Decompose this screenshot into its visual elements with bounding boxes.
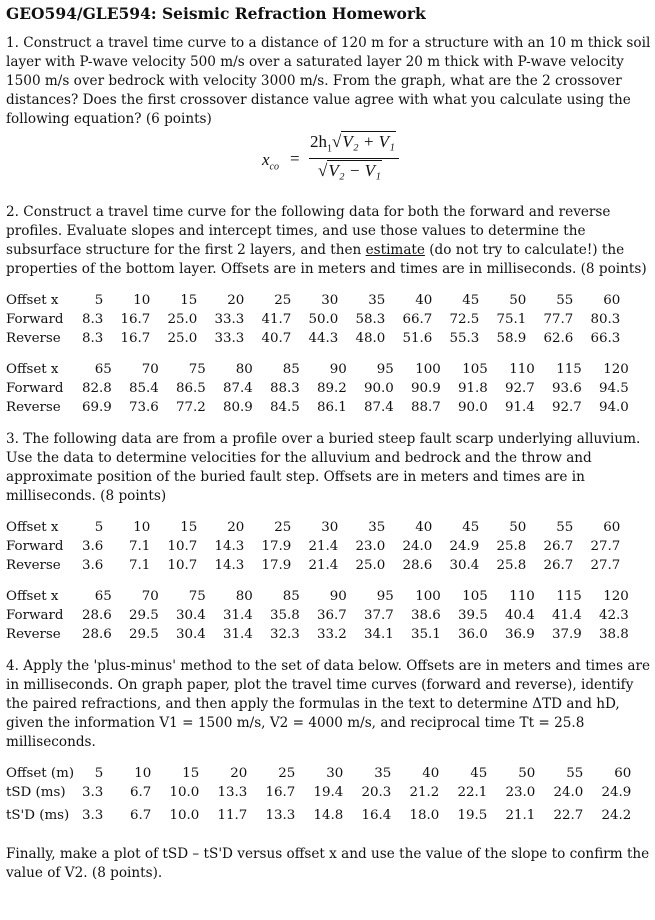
table-cell: 23.0 xyxy=(505,785,536,800)
table-cell: 30.4 xyxy=(176,608,206,623)
table-cell: 23.0 xyxy=(355,539,386,554)
table-cell: 14.8 xyxy=(313,808,344,823)
table-cell: 55 xyxy=(566,766,584,781)
table-cell: 25.0 xyxy=(355,558,386,573)
table-cell: 90 xyxy=(329,362,347,377)
table-cell: 32.3 xyxy=(270,627,300,642)
table-cell: 7.1 xyxy=(129,539,151,554)
table-cell: 88.7 xyxy=(411,400,441,415)
table-cell: 25 xyxy=(274,293,292,308)
table-cell: 29.5 xyxy=(129,627,159,642)
table-cell: 77.2 xyxy=(176,400,206,415)
q2-table-2 xyxy=(6,360,629,417)
homework-page xyxy=(6,4,651,883)
table-cell: 33.3 xyxy=(214,312,245,327)
row-label: Offset x xyxy=(6,520,59,535)
table-cell: 90 xyxy=(329,589,347,604)
table-cell: 66.3 xyxy=(590,331,621,346)
table-cell: 40.4 xyxy=(505,608,535,623)
table-cell: 70 xyxy=(141,589,159,604)
table-cell: 45 xyxy=(462,520,480,535)
table-cell: 35.8 xyxy=(270,608,300,623)
table-cell: 17.9 xyxy=(261,558,292,573)
table-cell: 19.5 xyxy=(457,808,488,823)
table-cell: 51.6 xyxy=(402,331,433,346)
table-cell: 120 xyxy=(603,589,629,604)
table-cell: 31.4 xyxy=(223,608,253,623)
table-cell: 36.9 xyxy=(505,627,535,642)
table-cell: 3.6 xyxy=(82,539,104,554)
table-cell: 85 xyxy=(282,589,300,604)
row-label: Reverse xyxy=(6,331,61,346)
table-row-reverse xyxy=(6,625,629,644)
table-cell: 30 xyxy=(321,520,339,535)
table-cell: 20.3 xyxy=(361,785,392,800)
table-cell: 37.9 xyxy=(552,627,582,642)
table-cell: 25.0 xyxy=(167,312,198,327)
row-label: tS'D (ms) xyxy=(6,808,70,823)
table-cell: 45 xyxy=(462,293,480,308)
question-3-text: 3. The following data are from a profile over a buried steep fault scarp underlying alluvium. Use the data to determine velocities for the alluvium and bedrock and the throw and approximate position of the buried fault step. Offsets are in meters and times are in milliseconds. (8 points) xyxy=(6,431,641,504)
q2-text-emphasis: estimate xyxy=(365,242,425,258)
table-cell: 91.8 xyxy=(458,381,488,396)
crossover-formula xyxy=(6,131,651,189)
table-cell: 75 xyxy=(188,589,206,604)
table-cell: 94.5 xyxy=(599,381,629,396)
table-cell: 38.8 xyxy=(599,627,629,642)
table-cell: 10.7 xyxy=(167,558,198,573)
table-cell: 42.3 xyxy=(599,608,629,623)
table-cell: 80.3 xyxy=(590,312,621,327)
table-cell: 22.1 xyxy=(457,785,488,800)
table-cell: 3.3 xyxy=(82,785,104,800)
table-cell: 95 xyxy=(376,589,394,604)
table-cell: 18.0 xyxy=(409,808,440,823)
row-label: Offset x xyxy=(6,362,59,377)
table-cell: 19.4 xyxy=(313,785,344,800)
table-cell: 15 xyxy=(180,293,198,308)
table-cell: 13.3 xyxy=(265,808,296,823)
table-cell: 115 xyxy=(556,589,582,604)
table-cell: 21.1 xyxy=(505,808,536,823)
final-instruction: Finally, make a plot of tSD – tS'D versus offset x and use the value of the slope to confirm the value of V2. (8 points). xyxy=(6,846,650,881)
table-cell: 33.2 xyxy=(317,627,347,642)
table-cell: 90.0 xyxy=(364,381,394,396)
table-cell: 25 xyxy=(278,766,296,781)
table-cell: 30.4 xyxy=(176,627,206,642)
table-cell: 62.6 xyxy=(543,331,574,346)
question-1-text: 1. Construct a travel time curve to a distance of 120 m for a structure with an 10 m thick soil layer with P-wave velocity 500 m/s over a saturated layer 20 m thick with P-wave velocity 1500 m/s over bedrock with velocity 3000 m/s. From the graph, what are the 2 crossover distances? Does the first crossover distance value agree with what you calculate using the following equation? (6 points) xyxy=(6,35,651,127)
table-cell: 31.4 xyxy=(223,627,253,642)
table-cell: 60 xyxy=(614,766,632,781)
table-cell: 90.0 xyxy=(458,400,488,415)
table-cell: 24.9 xyxy=(449,539,480,554)
table-cell: 27.7 xyxy=(590,539,621,554)
table-cell: 92.7 xyxy=(552,400,582,415)
table-cell: 28.6 xyxy=(82,627,112,642)
table-cell: 65 xyxy=(94,362,112,377)
table-cell: 105 xyxy=(462,589,488,604)
table-cell: 38.6 xyxy=(411,608,441,623)
formula-lhs xyxy=(262,150,279,176)
table-cell: 95 xyxy=(376,362,394,377)
table-row-offset xyxy=(6,764,631,783)
table-cell: 13.3 xyxy=(217,785,248,800)
table-cell: 28.6 xyxy=(402,558,433,573)
table-row-offset xyxy=(6,291,620,310)
table-cell: 3.6 xyxy=(82,558,104,573)
table-cell: 55.3 xyxy=(449,331,480,346)
table-cell: 10.0 xyxy=(169,785,200,800)
table-cell: 50 xyxy=(518,766,536,781)
table-cell: 73.6 xyxy=(129,400,159,415)
table-cell: 87.4 xyxy=(223,381,253,396)
row-label: Forward xyxy=(6,312,64,327)
table-row-forward xyxy=(6,537,620,556)
table-cell: 110 xyxy=(509,589,535,604)
table-cell: 40.7 xyxy=(261,331,292,346)
q3-table-2 xyxy=(6,587,629,644)
table-cell: 120 xyxy=(603,362,629,377)
table-cell: 55 xyxy=(556,293,574,308)
table-cell: 6.7 xyxy=(130,808,152,823)
table-cell: 60 xyxy=(603,293,621,308)
table-cell: 25.8 xyxy=(496,558,527,573)
table-cell: 80 xyxy=(235,589,253,604)
table-cell: 26.7 xyxy=(543,558,574,573)
table-cell: 16.4 xyxy=(361,808,392,823)
table-cell: 22.7 xyxy=(553,808,584,823)
table-cell: 24.0 xyxy=(553,785,584,800)
table-cell: 21.2 xyxy=(409,785,440,800)
table-cell: 10.7 xyxy=(167,539,198,554)
table-row-forward xyxy=(6,606,629,625)
table-cell: 60 xyxy=(603,520,621,535)
table-cell: 3.3 xyxy=(82,808,104,823)
table-cell: 93.6 xyxy=(552,381,582,396)
table-cell: 35 xyxy=(368,520,386,535)
table-cell: 115 xyxy=(556,362,582,377)
row-label: Reverse xyxy=(6,627,61,642)
q3-table-1 xyxy=(6,518,620,575)
formula-numerator: $2h_1√V_2 + V_1$ xyxy=(310,132,395,155)
table-row-reverse xyxy=(6,329,620,348)
table-cell: 88.3 xyxy=(270,381,300,396)
table-cell: 21.4 xyxy=(308,539,339,554)
table-cell: 39.5 xyxy=(458,608,488,623)
table-cell: 26.7 xyxy=(543,539,574,554)
formula-fraction-bar xyxy=(309,158,399,159)
formula-denominator: √V₂ − V₁ xyxy=(318,161,381,180)
table-cell: 30 xyxy=(326,766,344,781)
table-cell: 94.0 xyxy=(599,400,629,415)
table-cell: 80.9 xyxy=(223,400,253,415)
table-cell: 75 xyxy=(188,362,206,377)
row-label: Offset x xyxy=(6,589,59,604)
q2-text-b: (do not try to calculate!) the properties of the bottom layer. Offsets are in meters and times are in milliseconds. (8 points) xyxy=(6,242,647,277)
table-row-offset xyxy=(6,518,620,537)
table-cell: 35.1 xyxy=(411,627,441,642)
row-label: Forward xyxy=(6,608,64,623)
row-label: Reverse xyxy=(6,558,61,573)
table-cell: 14.3 xyxy=(214,558,245,573)
table-cell: 7.1 xyxy=(129,558,151,573)
table-row-forward xyxy=(6,310,620,329)
table-cell: 40 xyxy=(415,520,433,535)
table-cell: 10 xyxy=(133,293,151,308)
table-cell: 41.4 xyxy=(552,608,582,623)
table-cell: 69.9 xyxy=(82,400,112,415)
table-cell: 48.0 xyxy=(355,331,386,346)
table-cell: 41.7 xyxy=(261,312,292,327)
table-cell: 44.3 xyxy=(308,331,339,346)
table-cell: 37.7 xyxy=(364,608,394,623)
q4-table xyxy=(6,764,631,829)
table-row-reverse xyxy=(6,398,629,417)
table-cell: 5 xyxy=(94,520,104,535)
table-cell: 17.9 xyxy=(261,539,292,554)
table-cell: 28.6 xyxy=(82,608,112,623)
table-cell: 25.8 xyxy=(496,539,527,554)
formula-coef-text: 2h xyxy=(310,132,327,151)
table-cell: 45 xyxy=(470,766,488,781)
table-cell: 5 xyxy=(94,293,104,308)
row-label: Reverse xyxy=(6,400,61,415)
table-cell: 24.0 xyxy=(402,539,433,554)
table-cell: 6.7 xyxy=(130,785,152,800)
formula-radicand-den: V₂ − V₁ xyxy=(328,161,381,180)
question-4-text: 4. Apply the 'plus-minus' method to the set of data below. Offsets are in meters and times are in milliseconds. On graph paper, plot the travel time curves (forward and reverse), identify the paired refractions, and then apply the formulas in the text to determine ΔTD and hD, given the information V1 = 1500 m/s, V2 = 4000 m/s, and reciprocal time Tt = 25.8 milliseconds. xyxy=(6,658,651,750)
table-cell: 15 xyxy=(180,520,198,535)
table-cell: 11.7 xyxy=(217,808,248,823)
table-cell: 86.1 xyxy=(317,400,347,415)
table-cell: 35 xyxy=(374,766,392,781)
table-cell: 10 xyxy=(134,766,152,781)
row-label: Forward xyxy=(6,539,64,554)
table-cell: 65 xyxy=(94,589,112,604)
table-cell: 85.4 xyxy=(129,381,159,396)
table-cell: 100 xyxy=(415,362,441,377)
row-label: tSD (ms) xyxy=(6,785,66,800)
formula-lhs-var: x xyxy=(262,150,270,169)
table-cell: 50 xyxy=(509,293,527,308)
table-cell: 36.0 xyxy=(458,627,488,642)
table-cell: 34.1 xyxy=(364,627,394,642)
page-title: GEO594/GLE594: Seismic Refraction Homework xyxy=(6,4,426,23)
formula-radicand-num: V₂ + V₁ xyxy=(342,132,395,151)
table-row-offset xyxy=(6,360,629,379)
table-row-tsd xyxy=(6,783,631,806)
table-cell: 20 xyxy=(227,293,245,308)
table-cell: 24.2 xyxy=(601,808,632,823)
question-2-text xyxy=(6,203,651,279)
table-cell: 30.4 xyxy=(449,558,480,573)
table-cell: 14.3 xyxy=(214,539,245,554)
table-cell: 40 xyxy=(415,293,433,308)
table-cell: 110 xyxy=(509,362,535,377)
table-cell: 82.8 xyxy=(82,381,112,396)
table-cell: 58.3 xyxy=(355,312,386,327)
table-cell: 86.5 xyxy=(176,381,206,396)
table-cell: 8.3 xyxy=(82,331,104,346)
table-cell: 29.5 xyxy=(129,608,159,623)
formula-equals: = xyxy=(290,149,300,168)
table-cell: 80 xyxy=(235,362,253,377)
table-cell: 89.2 xyxy=(317,381,347,396)
table-cell: 20 xyxy=(227,520,245,535)
q2-text-a: 2. Construct a travel time curve for the following data for both the forward and reverse profiles. Evaluate slopes and intercept times, and use those values to determine the subsurface structure for the first 2 layers, and then xyxy=(6,204,611,258)
table-cell: 91.4 xyxy=(505,400,535,415)
table-cell: 77.7 xyxy=(543,312,574,327)
formula-coef-sub: 1 xyxy=(327,143,332,155)
table-cell: 66.7 xyxy=(402,312,433,327)
table-cell: 35 xyxy=(368,293,386,308)
formula-coef xyxy=(310,132,332,155)
table-cell: 85 xyxy=(282,362,300,377)
table-row-reverse xyxy=(6,556,620,575)
table-cell: 25 xyxy=(274,520,292,535)
table-cell: 20 xyxy=(230,766,248,781)
table-cell: 87.4 xyxy=(364,400,394,415)
table-cell: 72.5 xyxy=(449,312,480,327)
table-cell: 5 xyxy=(94,766,104,781)
table-cell: 90.9 xyxy=(411,381,441,396)
row-label: Forward xyxy=(6,381,64,396)
row-label: Offset (m) xyxy=(6,766,75,781)
table-cell: 75.1 xyxy=(496,312,527,327)
table-cell: 36.7 xyxy=(317,608,347,623)
table-cell: 50 xyxy=(509,520,527,535)
table-cell: 40 xyxy=(422,766,440,781)
table-cell: 105 xyxy=(462,362,488,377)
table-cell: 24.9 xyxy=(601,785,632,800)
table-cell: 16.7 xyxy=(120,312,151,327)
table-cell: 10 xyxy=(133,520,151,535)
table-cell: 92.7 xyxy=(505,381,535,396)
q2-table-1 xyxy=(6,291,620,348)
table-cell: 33.3 xyxy=(214,331,245,346)
row-label: Offset x xyxy=(6,293,59,308)
table-cell: 16.7 xyxy=(120,331,151,346)
table-row-tspd xyxy=(6,806,631,829)
table-cell: 16.7 xyxy=(265,785,296,800)
table-cell: 8.3 xyxy=(82,312,104,327)
table-cell: 100 xyxy=(415,589,441,604)
table-row-forward xyxy=(6,379,629,398)
table-cell: 55 xyxy=(556,520,574,535)
table-cell: 15 xyxy=(182,766,200,781)
table-cell: 30 xyxy=(321,293,339,308)
table-row-offset xyxy=(6,587,629,606)
table-cell: 10.0 xyxy=(169,808,200,823)
table-cell: 21.4 xyxy=(308,558,339,573)
table-cell: 50.0 xyxy=(308,312,339,327)
table-cell: 25.0 xyxy=(167,331,198,346)
table-cell: 70 xyxy=(141,362,159,377)
table-cell: 84.5 xyxy=(270,400,300,415)
formula-lhs-sub: co xyxy=(269,161,279,173)
table-cell: 58.9 xyxy=(496,331,527,346)
table-cell: 27.7 xyxy=(590,558,621,573)
